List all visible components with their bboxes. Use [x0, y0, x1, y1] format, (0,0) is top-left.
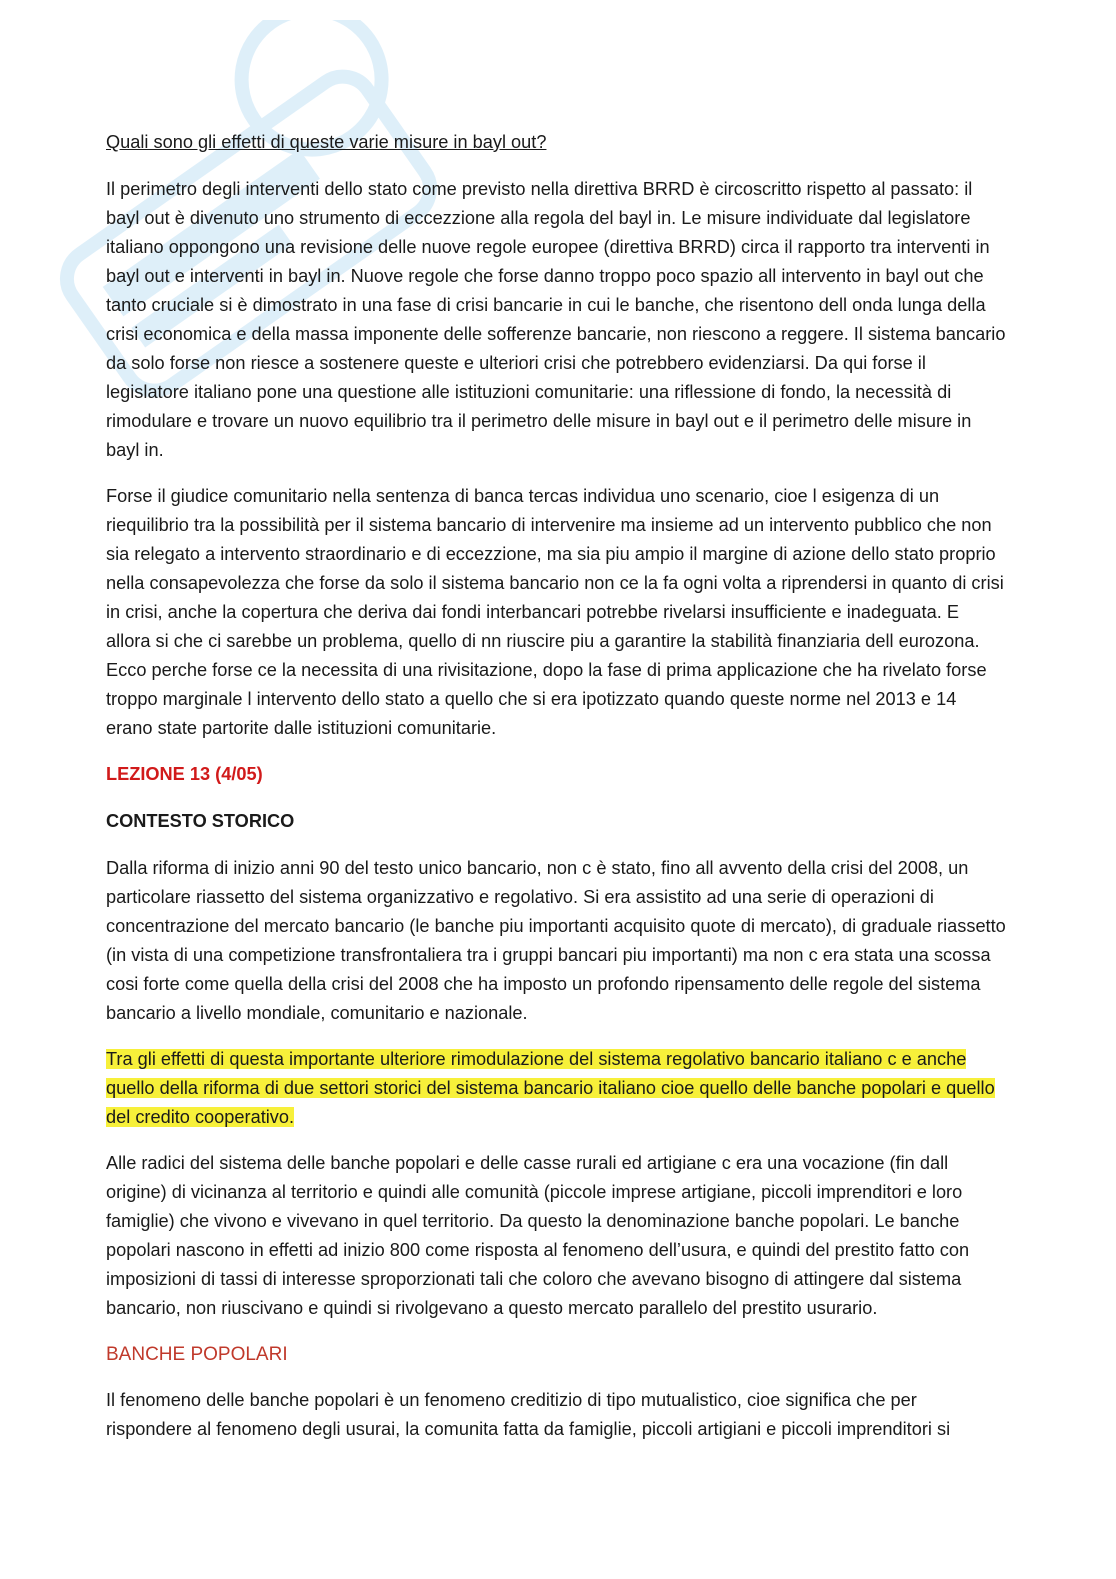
highlighted-paragraph [106, 1045, 1006, 1132]
highlight-text: Tra gli effetti di questa importante ulteriore rimodulazione del sistema regolativo bancario italiano c e anche quello della riforma di due settori storici del sistema bancario italiano cioe quello delle banche popolari e quello del credito cooperativo. [106, 1049, 995, 1127]
document-body [106, 128, 1006, 1461]
paragraph-mutualistic: Il fenomeno delle banche popolari è un fenomeno creditizio di tipo mutualistico, cioe significa che per rispondere al fenomeno degli usurai, la comunita fatta da famiglie, piccoli artigiani e piccoli imprenditori si [106, 1390, 951, 1439]
paragraph-banca-tercas: Forse il giudice comunitario nella sentenza di banca tercas individua uno scenario, cioe l esigenza di un riequilibrio tra la possibilità per il sistema bancario di intervenire ma insieme ad un intervento pubblico che non sia relegato a intervento straordinario e di eccezzione, ma sia piu ampio il margine di azione dello stato proprio nella consapevolezza che forse da solo il sistema bancario non ce la fa ogni volta a riprendersi in quanto di crisi in crisi, anche la copertura che deriva dai fondi interbancari potrebbe rivelarsi insufficiente e inadeguata. E allora si che ci sarebbe un problema, quello di nn riuscire piu a garantire la stabilità finanziaria dell eurozona. Ecco perche forse ce la necessita di una rivisitazione, dopo la fase di prima applicazione che ha rivelato forse troppo marginale l intervento dello stato a quello che si era ipotizzato quando queste norme nel 2013 e 14 erano state partorite dalle istituzioni comunitarie. [106, 486, 1004, 738]
lesson-heading: LEZIONE 13 (4/05) [106, 764, 263, 784]
section-heading: CONTESTO STORICO [106, 811, 295, 831]
paragraph-popular-banks-roots: Alle radici del sistema delle banche popolari e delle casse rurali ed artigiane c era una vocazione (fin dall origine) di vicinanza al territorio e quindi alle comunità (piccole imprese artigiane, piccoli imprenditori e loro famiglie) che vivono e vivevano in quel territorio. Da questo la denominazione banche popolari. Le banche popolari nascono in effetti ad inizio 800 come risposta al fenomeno dell’usura, e quindi del prestito fatto con imposizioni di tassi di interesse sproporzionati tali che coloro che avevano bisogno di attingere dal sistema bancario, non riuscivano e quindi si rivolgevano a questo mercato parallelo del prestito usurario. [106, 1153, 970, 1318]
question-title: Quali sono gli effetti di queste varie misure in bayl out? [106, 132, 547, 152]
paragraph-bayl-out-perimeter: Il perimetro degli interventi dello stato come previsto nella direttiva BRRD è circoscritto rispetto al passato: il bayl out è divenuto uno strumento di eccezzione alla regola del bayl in. Le misure individuate dal legislatore italiano oppongono una revisione delle nuove regole europee (direttiva BRRD) circa il rapporto tra interventi in bayl out e interventi in bayl in. Nuove regole che forse danno troppo poco spazio all intervento in bayl out che tanto cruciale si è dimostrato in una fase di crisi bancarie in cui le banche, che risentono dell onda lunga della crisi economica e della massa imponente delle sofferenze bancarie, non riescono a reggere. Il sistema bancario da solo forse non riesce a sostenere queste e ulteriori crisi che potrebbero evidenziarsi. Da qui forse il legislatore italiano pone una questione alle istituzioni comunitarie: una riflessione di fondo, la necessità di rimodulare e trovare un nuovo equilibrio tra il perimetro delle misure in bayl out e il perimetro delle misure in bayl in. [106, 179, 1006, 460]
paragraph-historical-context: Dalla riforma di inizio anni 90 del testo unico bancario, non c è stato, fino all avvento della crisi del 2008, un particolare riassetto del sistema organizzativo e regolativo. Si era assistito ad una serie di operazioni di concentrazione del mercato bancario (le banche piu importanti acquisito quote di mercato), di graduale riassetto (in vista di una competizione transfrontaliera tra i gruppi bancari piu importanti) ma non c era stata una scossa cosi forte come quella della crisi del 2008 che ha imposto un profondo ripensamento delle regole del sistema bancario a livello mondiale, comunitario e nazionale. [106, 858, 1006, 1023]
subheading-banche-popolari: BANCHE POPOLARI [106, 1344, 288, 1365]
